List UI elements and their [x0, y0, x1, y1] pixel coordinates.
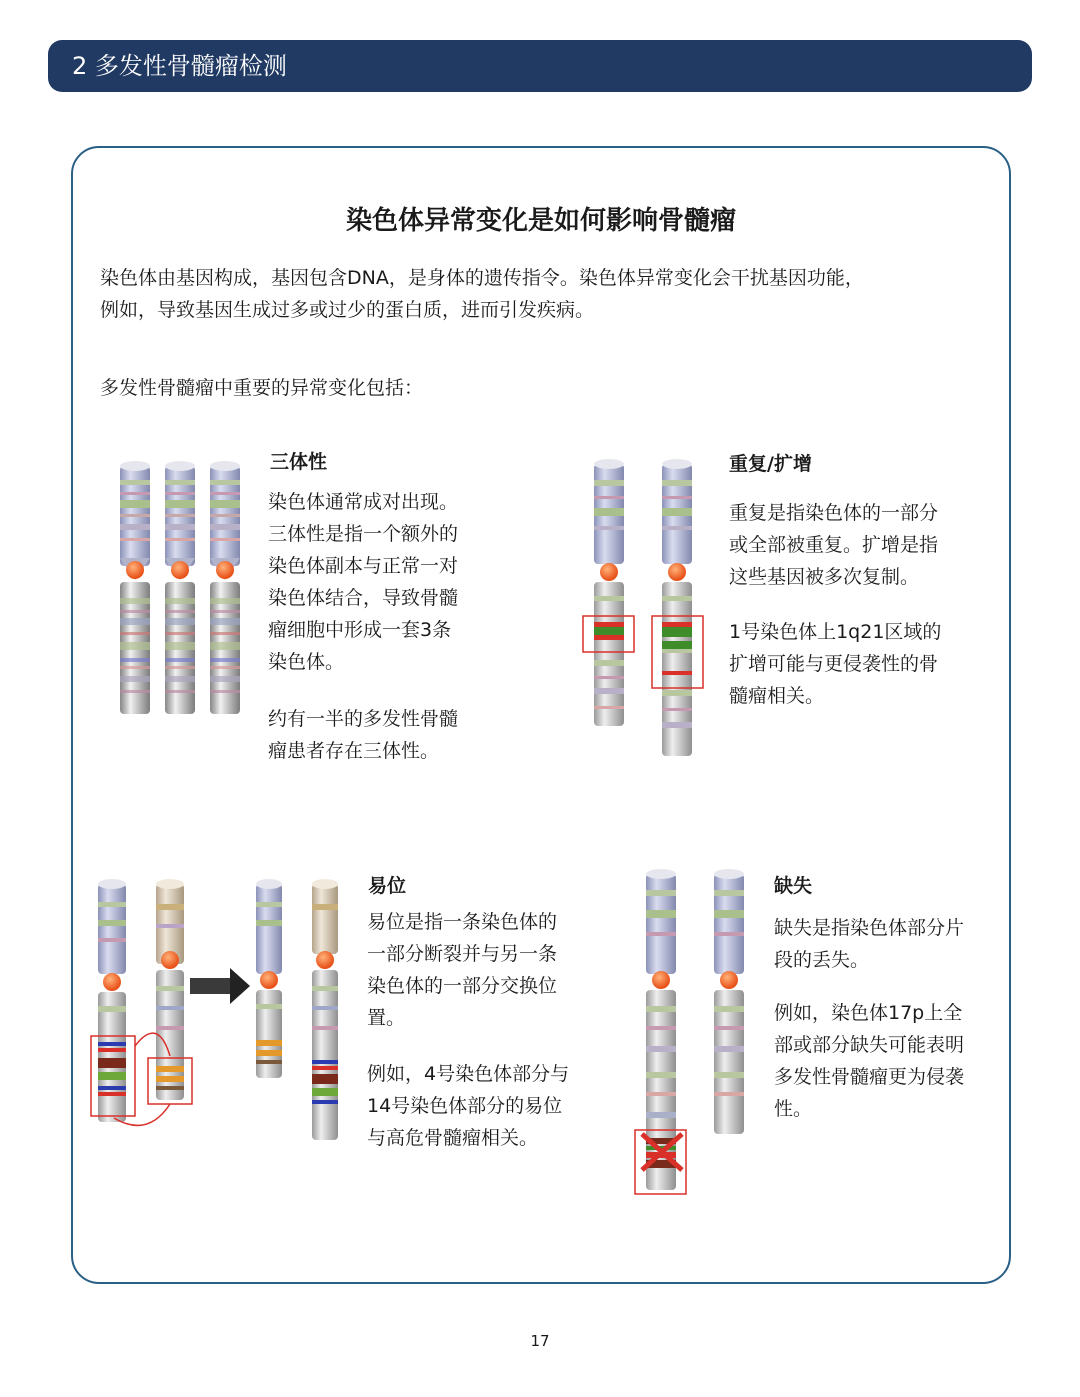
intro-line-1: 染色体由基因构成，基因包含DNA，是身体的遗传指令。染色体异常变化会干扰基因功能， [100, 267, 864, 289]
duplication-title: 重复/扩增 [729, 453, 812, 475]
trisomy-title: 三体性 [270, 451, 328, 473]
translocation-text-1: 易位是指一条染色体的 一部分断裂并与另一条 染色体的一部分交换位 置。 [367, 911, 558, 1029]
deletion-text-1: 缺失是指染色体部分片 段的丢失。 [774, 917, 965, 971]
chromosome-icon [630, 866, 760, 1200]
chromosome-icon [578, 456, 712, 762]
arrow-right-icon [190, 968, 250, 1004]
chromosome-icon [88, 876, 358, 1146]
trisomy-figure [110, 458, 250, 722]
translocation-figure [88, 876, 358, 1146]
lead-text: 多发性骨髓瘤中重要的异常变化包括： [100, 377, 424, 399]
chromosome-icon [110, 458, 250, 722]
intro-line-2: 例如，导致基因生成过多或过少的蛋白质，进而引发疾病。 [100, 299, 595, 321]
deletion-figure [630, 866, 760, 1200]
trisomy-text-2: 约有一半的多发性骨髓 瘤患者存在三体性。 [268, 708, 459, 762]
trisomy-text-1: 染色体通常成对出现。 三体性是指一个额外的 染色体副本与正常一对 染色体结合，导致骨髓 瘤细胞中形成一套3条 染色体。 [268, 491, 459, 673]
duplication-figure [578, 456, 712, 762]
translocation-title: 易位 [368, 875, 407, 897]
duplication-text-1: 重复是指染色体的一部分 或全部被重复。扩增是指 这些基因被多次复制。 [729, 502, 939, 588]
deletion-text-2: 例如，染色体17p上全 部或部分缺失可能表明 多发性骨髓瘤更为侵袭 性。 [774, 1002, 965, 1120]
section-title: 2 多发性骨髓瘤检测 [72, 52, 287, 80]
deletion-title: 缺失 [774, 875, 813, 897]
page-number: 17 [530, 1332, 550, 1350]
translocation-text-2: 例如，4号染色体部分与 14号染色体部分的易位 与高危骨髓瘤相关。 [367, 1063, 570, 1149]
duplication-text-2: 1号染色体上1q21区域的 扩增可能与更侵袭性的骨 髓瘤相关。 [729, 621, 942, 707]
section-header [48, 40, 1032, 92]
page-title: 染色体异常变化是如何影响骨髓瘤 [345, 206, 736, 236]
